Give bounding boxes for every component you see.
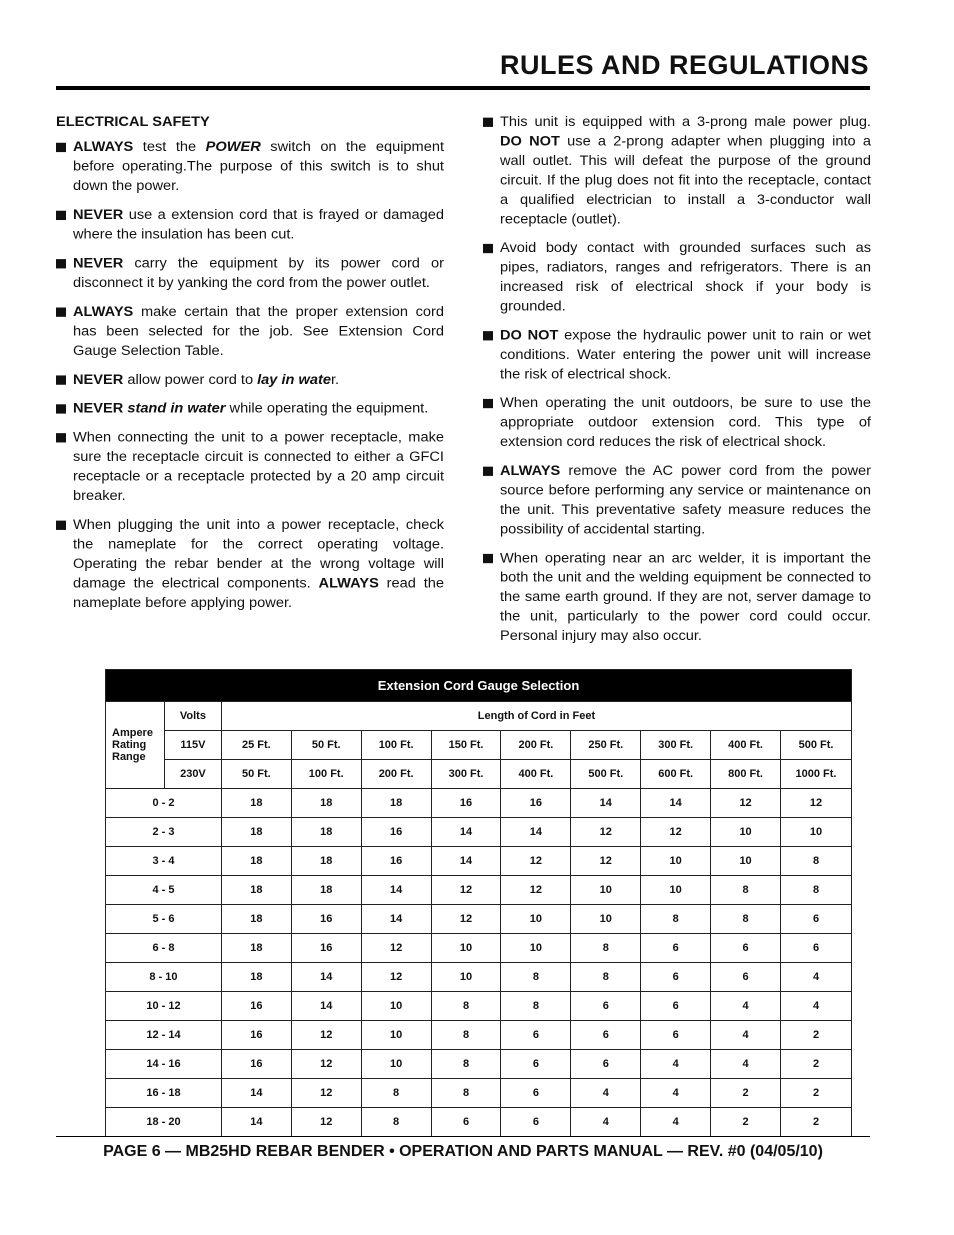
length-label: Length of Cord in Feet — [221, 702, 851, 731]
length-115-cell: 200 Ft. — [501, 731, 571, 760]
gauge-cell: 12 — [711, 789, 781, 818]
gauge-cell: 18 — [291, 876, 361, 905]
bullet-item — [56, 400, 444, 420]
gauge-cell: 4 — [711, 992, 781, 1021]
bullet-emphasis: lay in wate — [257, 372, 331, 388]
extension-cord-table — [105, 669, 852, 1137]
gauge-cell: 16 — [431, 789, 501, 818]
square-bullet-icon — [56, 433, 66, 442]
ampere-range-cell: 18 - 20 — [106, 1108, 222, 1137]
bullet-emphasis: DO NOT — [500, 328, 559, 344]
gauge-cell: 6 — [501, 1021, 571, 1050]
gauge-cell: 18 — [221, 847, 291, 876]
bullet-text: When operating near an arc welder, it is important the both the unit and the welding equipment be connected to the same earth ground. If they are not, server damage to the unit, particularly to the power cord could occur. Personal injury may also occur. — [500, 551, 871, 644]
bullet-emphasis: stand in water — [127, 401, 226, 417]
gauge-cell: 18 — [221, 789, 291, 818]
gauge-cell: 10 — [361, 1050, 431, 1079]
length-115-cell: 25 Ft. — [221, 731, 291, 760]
bullet-item — [56, 303, 444, 362]
gauge-cell: 12 — [571, 818, 641, 847]
gauge-cell: 18 — [361, 789, 431, 818]
bullet-text: remove the AC power cord from the power source before performing any service or maintenance on the unit. This preventative safety measure reduces the possibility of accidental starting. — [500, 463, 871, 538]
gauge-cell: 2 — [781, 1079, 852, 1108]
bullet-item — [56, 371, 444, 391]
gauge-cell: 8 — [431, 1050, 501, 1079]
gauge-cell: 10 — [501, 905, 571, 934]
gauge-cell: 6 — [641, 992, 711, 1021]
ampere-range-cell: 0 - 2 — [106, 789, 222, 818]
length-230-cell: 100 Ft. — [291, 760, 361, 789]
ampere-range-cell: 5 - 6 — [106, 905, 222, 934]
table-row — [106, 789, 852, 818]
bullet-text: When plugging the unit into a power receptacle, check the nameplate for the correct operating voltage. Operating the rebar bender at the wrong voltage will damage the electrical components. — [73, 517, 444, 592]
gauge-cell: 16 — [291, 905, 361, 934]
gauge-cell: 8 — [431, 1079, 501, 1108]
volts-label: Volts — [164, 702, 221, 731]
square-bullet-icon — [56, 259, 66, 268]
gauge-cell: 6 — [501, 1050, 571, 1079]
bullet-emphasis: ALWAYS — [500, 463, 561, 479]
length-115-cell: 150 Ft. — [431, 731, 501, 760]
gauge-cell: 8 — [571, 963, 641, 992]
gauge-cell: 6 — [571, 992, 641, 1021]
gauge-cell: 2 — [781, 1050, 852, 1079]
footer-rule — [56, 1136, 870, 1137]
ampere-range-cell: 3 - 4 — [106, 847, 222, 876]
page-footer: PAGE 6 — MB25HD REBAR BENDER • OPERATION AND PARTS MANUAL — REV. #0 (04/05/10) — [103, 1143, 823, 1160]
gauge-cell: 14 — [641, 789, 711, 818]
table-row — [106, 847, 852, 876]
right-bullet-list — [483, 113, 871, 647]
bullet-text: expose the hydraulic power unit to rain or wet conditions. Water entering the power unit will increase the risk of electrical shock. — [500, 328, 871, 383]
ampere-range-cell: 4 - 5 — [106, 876, 222, 905]
bullet-text: switch on the equipment before operating.The purpose of this switch is to shut down the power. — [73, 139, 444, 194]
length-115-cell: 250 Ft. — [571, 731, 641, 760]
square-bullet-icon — [56, 521, 66, 530]
table-row — [106, 963, 852, 992]
bullet-text: r. — [330, 372, 340, 388]
gauge-cell: 14 — [361, 905, 431, 934]
gauge-cell: 12 — [571, 847, 641, 876]
gauge-cell: 10 — [361, 992, 431, 1021]
length-230-cell: 600 Ft. — [641, 760, 711, 789]
gauge-cell: 10 — [571, 905, 641, 934]
gauge-cell: 14 — [291, 992, 361, 1021]
square-bullet-icon — [56, 375, 66, 384]
gauge-cell: 8 — [361, 1108, 431, 1137]
gauge-cell: 2 — [781, 1021, 852, 1050]
gauge-cell: 14 — [221, 1079, 291, 1108]
gauge-cell: 12 — [641, 818, 711, 847]
section-heading: ELECTRICAL SAFETY — [56, 114, 210, 130]
bullet-text: When connecting the unit to a power receptacle, make sure the receptacle circuit is connected to either a GFCI receptacle or a receptacle protected by a 20 amp circuit breaker. — [73, 430, 444, 504]
gauge-cell: 6 — [641, 934, 711, 963]
bullet-item — [483, 462, 871, 540]
gauge-cell: 18 — [221, 905, 291, 934]
table-row — [106, 1021, 852, 1050]
length-115-cell: 500 Ft. — [781, 731, 852, 760]
bullet-emphasis: NEVER — [73, 207, 124, 223]
ampere-range-cell: 10 - 12 — [106, 992, 222, 1021]
gauge-cell: 6 — [641, 963, 711, 992]
table-row — [106, 905, 852, 934]
table-row — [106, 992, 852, 1021]
gauge-cell: 12 — [781, 789, 852, 818]
table-row — [106, 1108, 852, 1137]
bullet-text: use a 2-prong adapter when plugging into a wall outlet. This will defeat the purpose of the ground circuit. If the plug does not fit into the receptacle, contact a qualified electrician to install a 3-conductor wall receptacle (outlet). — [500, 134, 871, 228]
gauge-cell: 12 — [361, 934, 431, 963]
gauge-cell: 6 — [781, 905, 852, 934]
length-115-cell: 300 Ft. — [641, 731, 711, 760]
gauge-cell: 4 — [711, 1021, 781, 1050]
gauge-cell: 10 — [571, 876, 641, 905]
square-bullet-icon — [483, 331, 493, 340]
gauge-cell: 12 — [501, 847, 571, 876]
bullet-text: carry the equipment by its power cord or disconnect it by yanking the cord from the power outlet. — [73, 256, 444, 291]
gauge-cell: 18 — [221, 934, 291, 963]
gauge-cell: 16 — [361, 818, 431, 847]
bullet-item — [56, 138, 444, 197]
table-row — [106, 818, 852, 847]
voltage-115-label: 115V — [164, 731, 221, 760]
gauge-cell: 8 — [781, 847, 852, 876]
square-bullet-icon — [56, 211, 66, 220]
table-caption: Extension Cord Gauge Selection — [106, 670, 852, 702]
bullet-text: allow power cord to — [123, 372, 258, 388]
gauge-cell: 14 — [431, 818, 501, 847]
length-115-cell: 50 Ft. — [291, 731, 361, 760]
gauge-cell: 6 — [641, 1021, 711, 1050]
gauge-cell: 8 — [781, 876, 852, 905]
bullet-item — [483, 394, 871, 452]
bullet-text: while operating the equipment. — [225, 401, 429, 417]
gauge-cell: 10 — [781, 818, 852, 847]
gauge-cell: 16 — [221, 992, 291, 1021]
ampere-range-cell: 8 - 10 — [106, 963, 222, 992]
gauge-cell: 18 — [291, 847, 361, 876]
gauge-cell: 8 — [431, 992, 501, 1021]
table-body — [106, 789, 852, 1137]
gauge-cell: 12 — [291, 1050, 361, 1079]
table-row — [106, 876, 852, 905]
gauge-cell: 8 — [641, 905, 711, 934]
gauge-cell: 4 — [711, 1050, 781, 1079]
bullet-emphasis: NEVER — [73, 401, 124, 417]
gauge-cell: 8 — [711, 876, 781, 905]
gauge-cell: 10 — [641, 847, 711, 876]
gauge-cell: 6 — [431, 1108, 501, 1137]
gauge-cell: 12 — [361, 963, 431, 992]
gauge-cell: 6 — [781, 934, 852, 963]
gauge-cell: 18 — [221, 876, 291, 905]
gauge-cell: 12 — [291, 1079, 361, 1108]
gauge-cell: 10 — [431, 934, 501, 963]
gauge-cell: 6 — [501, 1079, 571, 1108]
gauge-cell: 12 — [431, 876, 501, 905]
left-column — [56, 113, 444, 623]
bullet-text: make certain that the proper extension cord has been selected for the job. See Extension Cord Gauge Selection Table. — [73, 304, 444, 359]
gauge-cell: 14 — [221, 1108, 291, 1137]
gauge-cell: 12 — [291, 1021, 361, 1050]
square-bullet-icon — [483, 118, 493, 127]
ampere-range-cell: 6 - 8 — [106, 934, 222, 963]
bullet-emphasis: ALWAYS — [318, 576, 379, 592]
bullet-text: Avoid body contact with grounded surfaces such as pipes, radiators, ranges and refrigerators. There is an increased risk of electrical shock if your body is grounded. — [500, 241, 871, 315]
gauge-cell: 6 — [711, 963, 781, 992]
gauge-cell: 6 — [501, 1108, 571, 1137]
gauge-cell: 4 — [571, 1108, 641, 1137]
gauge-cell: 12 — [501, 876, 571, 905]
gauge-cell: 8 — [571, 934, 641, 963]
square-bullet-icon — [483, 399, 493, 408]
gauge-cell: 16 — [291, 934, 361, 963]
gauge-cell: 6 — [711, 934, 781, 963]
square-bullet-icon — [483, 244, 493, 253]
gauge-cell: 18 — [291, 818, 361, 847]
bullet-item — [483, 113, 871, 230]
length-115-cell: 100 Ft. — [361, 731, 431, 760]
gauge-cell: 14 — [571, 789, 641, 818]
bullet-item — [56, 206, 444, 245]
gauge-cell: 4 — [781, 992, 852, 1021]
square-bullet-icon — [483, 467, 493, 476]
gauge-cell: 8 — [361, 1079, 431, 1108]
length-230-cell: 50 Ft. — [221, 760, 291, 789]
gauge-cell: 6 — [571, 1021, 641, 1050]
gauge-cell: 16 — [221, 1050, 291, 1079]
bullet-emphasis: NEVER — [73, 372, 124, 388]
bullet-text: read the nameplate before applying power. — [73, 576, 445, 611]
gauge-cell: 16 — [221, 1021, 291, 1050]
gauge-cell: 10 — [641, 876, 711, 905]
gauge-cell: 8 — [431, 1021, 501, 1050]
bullet-item — [56, 516, 444, 614]
gauge-cell: 4 — [781, 963, 852, 992]
bullet-item — [56, 428, 444, 506]
ampere-range-cell: 12 - 14 — [106, 1021, 222, 1050]
square-bullet-icon — [56, 404, 66, 413]
length-230-cell: 800 Ft. — [711, 760, 781, 789]
ampere-range-cell: 2 - 3 — [106, 818, 222, 847]
gauge-cell: 4 — [571, 1079, 641, 1108]
left-bullet-list — [56, 138, 444, 614]
bullet-item — [483, 239, 871, 317]
gauge-cell: 2 — [711, 1079, 781, 1108]
gauge-cell: 8 — [501, 963, 571, 992]
gauge-cell: 10 — [711, 847, 781, 876]
gauge-cell: 2 — [711, 1108, 781, 1137]
gauge-cell: 8 — [501, 992, 571, 1021]
gauge-cell: 18 — [221, 818, 291, 847]
ampere-rating-label: Ampere Rating Range — [106, 702, 165, 789]
right-column — [483, 113, 871, 656]
table-row — [106, 934, 852, 963]
square-bullet-icon — [56, 143, 66, 152]
gauge-cell: 2 — [781, 1108, 852, 1137]
square-bullet-icon — [483, 554, 493, 563]
gauge-cell: 4 — [641, 1108, 711, 1137]
bullet-text: This unit is equipped with a 3-prong male power plug. — [500, 114, 871, 130]
bullet-emphasis: ALWAYS — [73, 304, 134, 320]
gauge-cell: 10 — [501, 934, 571, 963]
length-230-cell: 200 Ft. — [361, 760, 431, 789]
bullet-item — [483, 326, 871, 384]
bullet-emphasis: ALWAYS — [73, 139, 134, 155]
gauge-cell: 18 — [221, 963, 291, 992]
gauge-cell: 16 — [361, 847, 431, 876]
table-row — [106, 1079, 852, 1108]
gauge-cell: 8 — [711, 905, 781, 934]
gauge-cell: 10 — [711, 818, 781, 847]
ampere-range-cell: 14 - 16 — [106, 1050, 222, 1079]
bullet-text: When operating the unit outdoors, be sure to use the appropriate outdoor extension cord. This type of extension cord reduces the risk of electrical shock. — [500, 396, 871, 450]
bullet-item — [56, 254, 444, 293]
gauge-cell: 16 — [501, 789, 571, 818]
gauge-cell: 18 — [291, 789, 361, 818]
length-230-cell: 500 Ft. — [571, 760, 641, 789]
gauge-cell: 14 — [291, 963, 361, 992]
square-bullet-icon — [56, 308, 66, 317]
gauge-cell: 10 — [361, 1021, 431, 1050]
gauge-cell: 14 — [501, 818, 571, 847]
gauge-cell: 10 — [431, 963, 501, 992]
gauge-cell: 4 — [641, 1050, 711, 1079]
table-row — [106, 1050, 852, 1079]
length-115-cell: 400 Ft. — [711, 731, 781, 760]
bullet-text: use a extension cord that is frayed or damaged where the insulation has been cut. — [73, 207, 444, 243]
gauge-cell: 12 — [291, 1108, 361, 1137]
voltage-230-label: 230V — [164, 760, 221, 789]
length-230-cell: 300 Ft. — [431, 760, 501, 789]
header-rule — [56, 86, 870, 90]
gauge-cell: 4 — [641, 1079, 711, 1108]
gauge-cell: 14 — [361, 876, 431, 905]
bullet-emphasis: DO NOT — [500, 134, 560, 150]
bullet-text: test the — [133, 139, 206, 155]
bullet-item — [483, 549, 871, 646]
bullet-emphasis: NEVER — [73, 256, 124, 272]
length-230-cell: 1000 Ft. — [781, 760, 852, 789]
page-title: RULES AND REGULATIONS — [499, 50, 869, 80]
length-230-cell: 400 Ft. — [501, 760, 571, 789]
gauge-cell: 6 — [571, 1050, 641, 1079]
ampere-range-cell: 16 - 18 — [106, 1079, 222, 1108]
gauge-cell: 12 — [431, 905, 501, 934]
gauge-cell: 14 — [431, 847, 501, 876]
bullet-emphasis: POWER — [205, 139, 261, 155]
